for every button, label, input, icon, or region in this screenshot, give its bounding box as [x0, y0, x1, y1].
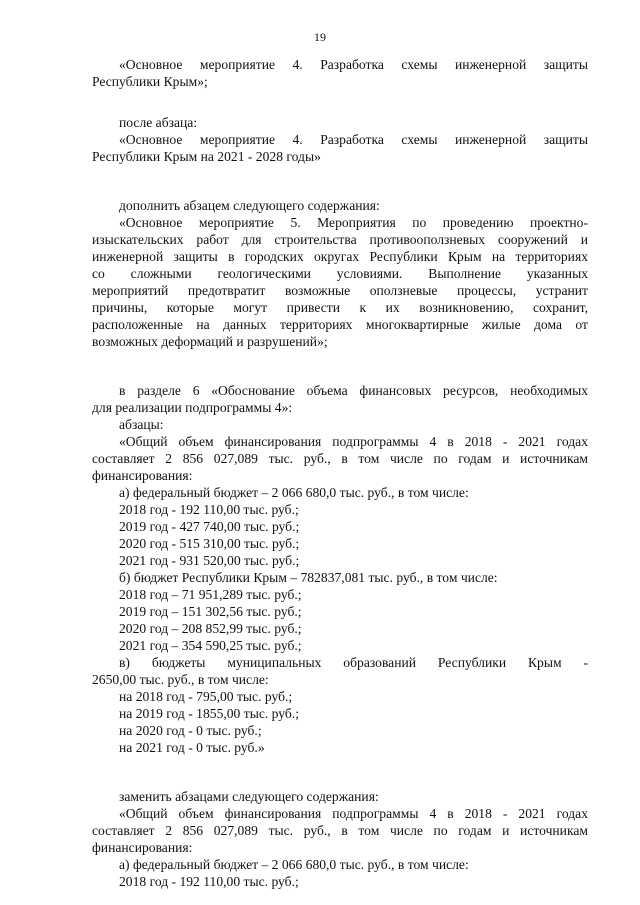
text-line: а) федеральный бюджет – 2 066 680,0 тыс. руб., в том числе:	[119, 857, 469, 872]
text-line: финансирования:	[92, 468, 193, 483]
paragraph-gap	[92, 350, 588, 382]
text-line: после абзаца:	[119, 115, 198, 130]
text-line: возможных деформаций и разрушений»;	[92, 334, 328, 349]
paragraph-gap	[92, 90, 588, 114]
text-line: со сложными геологическими условиями. Выполнение указанных	[92, 266, 588, 281]
text-line: 2021 год - 931 520,00 тыс. руб.;	[119, 553, 300, 568]
paragraph-gap	[92, 165, 588, 197]
text-line: б) бюджет Республики Крым – 782837,081 тыс. руб., в том числе:	[119, 570, 498, 585]
text-line: Республики Крым на 2021 - 2028 годы»	[92, 149, 321, 164]
text-line: инженерной защиты в городских округах Республики Крым на территориях	[92, 249, 588, 264]
text-line: заменить абзацами следующего содержания:	[119, 789, 379, 804]
text-line: для реализации подпрограммы 4»:	[92, 400, 293, 415]
text-line: на 2019 год - 1855,00 тыс. руб.;	[119, 706, 299, 721]
text-line: составляет 2 856 027,089 тыс. руб., в том числе по годам и источникам	[92, 823, 588, 838]
document-body	[92, 56, 588, 890]
text-line: на 2018 год - 795,00 тыс. руб.;	[119, 689, 293, 704]
text-line: 2019 год - 427 740,00 тыс. руб.;	[119, 519, 300, 534]
text-line: в) бюджеты муниципальных образований Республики Крым -	[119, 655, 588, 670]
text-line: на 2020 год - 0 тыс. руб.;	[119, 723, 262, 738]
text-line: на 2021 год - 0 тыс. руб.»	[119, 740, 265, 755]
text-line: 2018 год - 192 110,00 тыс. руб.;	[119, 874, 299, 889]
text-line: составляет 2 856 027,089 тыс. руб., в том числе по годам и источникам	[92, 451, 588, 466]
text-line: 2020 год – 208 852,99 тыс. руб.;	[119, 621, 302, 636]
text-line: дополнить абзацем следующего содержания:	[119, 198, 380, 213]
text-line: Республики Крым»;	[92, 74, 208, 89]
paragraph-gap	[92, 756, 588, 788]
text-line: причины, которые могут привести к их возникновению, сохранит,	[92, 300, 588, 315]
text-line: финансирования:	[92, 840, 193, 855]
text-line: «Общий объем финансирования подпрограммы 4 в 2018 - 2021 годах	[119, 806, 588, 821]
text-line: а) федеральный бюджет – 2 066 680,0 тыс. руб., в том числе:	[119, 485, 469, 500]
text-line: абзацы:	[119, 417, 164, 432]
text-line: в разделе 6 «Обоснование объема финансовых ресурсов, необходимых	[119, 383, 588, 398]
text-line: 2020 год - 515 310,00 тыс. руб.;	[119, 536, 300, 551]
text-line: «Основное мероприятие 4. Разработка схемы инженерной защиты	[119, 57, 588, 72]
page-number: 19	[314, 30, 326, 44]
text-line: 2650,00 тыс. руб., в том числе:	[92, 672, 269, 687]
text-line: расположенные на данных территориях многоквартирные жилые дома от	[92, 317, 588, 332]
text-line: 2019 год – 151 302,56 тыс. руб.;	[119, 604, 302, 619]
text-line: «Общий объем финансирования подпрограммы 4 в 2018 - 2021 годах	[119, 434, 588, 449]
text-line: мероприятий предотвратит возможные оползневые процессы, устранит	[92, 283, 588, 298]
text-line: «Основное мероприятие 5. Мероприятия по проведению проектно-	[119, 215, 588, 230]
text-line: «Основное мероприятие 4. Разработка схемы инженерной защиты	[119, 132, 588, 147]
text-line: 2018 год – 71 951,289 тыс. руб.;	[119, 587, 302, 602]
text-line: 2018 год - 192 110,00 тыс. руб.;	[119, 502, 299, 517]
text-line: 2021 год – 354 590,25 тыс. руб.;	[119, 638, 302, 653]
text-line: изыскательских работ для строительства противооползневых сооружений и	[92, 232, 588, 247]
